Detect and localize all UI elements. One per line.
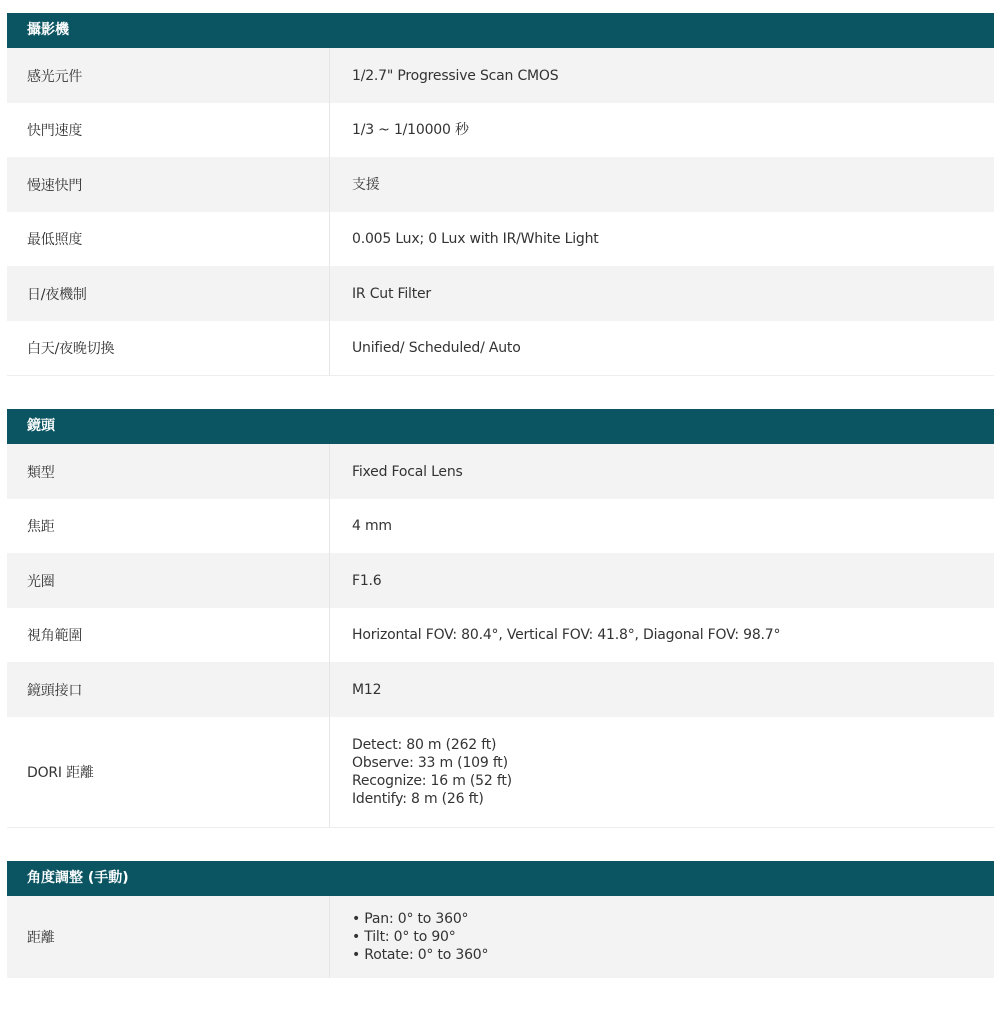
row-label: 鏡頭接口 <box>7 662 330 717</box>
row-value-line: IR Cut Filter <box>352 285 431 302</box>
row-value-line: Fixed Focal Lens <box>352 463 463 480</box>
row-value <box>330 553 994 608</box>
table-row <box>7 103 994 157</box>
row-value-line: 支援 <box>352 176 380 193</box>
table-row <box>7 444 994 499</box>
row-value-line: • Rotate: 0° to 360° <box>352 947 489 963</box>
angle-adjustment-section <box>7 861 994 978</box>
row-value <box>330 103 994 157</box>
table-row <box>7 896 994 978</box>
row-value-line: 4 mm <box>352 518 392 534</box>
row-value-line: Unified/ Scheduled/ Auto <box>352 340 521 356</box>
row-value-line: 1/3 ~ 1/10000 秒 <box>352 122 469 138</box>
row-label: 最低照度 <box>7 212 330 266</box>
row-value-line: • Pan: 0° to 360° <box>352 911 469 927</box>
row-value <box>330 662 994 717</box>
row-label: 感光元件 <box>7 48 330 103</box>
table-row <box>7 662 994 717</box>
row-value <box>330 157 994 212</box>
row-value <box>330 499 994 553</box>
table-row <box>7 48 994 103</box>
section-header-lens: 鏡頭 <box>7 409 994 444</box>
row-label: 快門速度 <box>7 103 330 157</box>
row-value-line: M12 <box>352 681 382 698</box>
row-value <box>330 321 994 375</box>
row-label: 距離 <box>7 896 330 978</box>
row-label: DORI 距離 <box>7 717 330 827</box>
table-row <box>7 608 994 662</box>
row-label: 類型 <box>7 444 330 499</box>
row-value <box>330 717 994 827</box>
section-header-angle-adjustment: 角度調整 (手動) <box>7 861 994 896</box>
row-value <box>330 896 994 978</box>
table-row <box>7 553 994 608</box>
row-label: 日/夜機制 <box>7 266 330 321</box>
spec-page <box>7 13 994 1011</box>
row-value <box>330 266 994 321</box>
row-value-line: Horizontal FOV: 80.4°, Vertical FOV: 41.8°, Diagonal FOV: 98.7° <box>352 627 781 643</box>
lens-section <box>7 409 994 828</box>
section-header-camera: 攝影機 <box>7 13 994 48</box>
row-value-line: Detect: 80 m (262 ft) <box>352 737 497 753</box>
table-row <box>7 266 994 321</box>
row-label: 焦距 <box>7 499 330 553</box>
camera-section <box>7 13 994 376</box>
table-row <box>7 499 994 553</box>
row-value <box>330 608 994 662</box>
table-row <box>7 321 994 376</box>
row-value-line: Observe: 33 m (109 ft) <box>352 755 508 771</box>
row-value-line: • Tilt: 0° to 90° <box>352 929 456 945</box>
table-row <box>7 157 994 212</box>
row-value <box>330 444 994 499</box>
row-label: 視角範圍 <box>7 608 330 662</box>
table-row <box>7 212 994 266</box>
row-value-line: Recognize: 16 m (52 ft) <box>352 773 512 789</box>
row-value <box>330 48 994 103</box>
row-value-line: F1.6 <box>352 572 382 589</box>
row-label: 慢速快門 <box>7 157 330 212</box>
row-label: 白天/夜晚切換 <box>7 321 330 375</box>
row-value-line: 1/2.7" Progressive Scan CMOS <box>352 67 559 84</box>
row-value-line: 0.005 Lux; 0 Lux with IR/White Light <box>352 231 599 247</box>
row-value <box>330 212 994 266</box>
row-label: 光圈 <box>7 553 330 608</box>
table-row <box>7 717 994 828</box>
row-value-line: Identify: 8 m (26 ft) <box>352 791 484 807</box>
